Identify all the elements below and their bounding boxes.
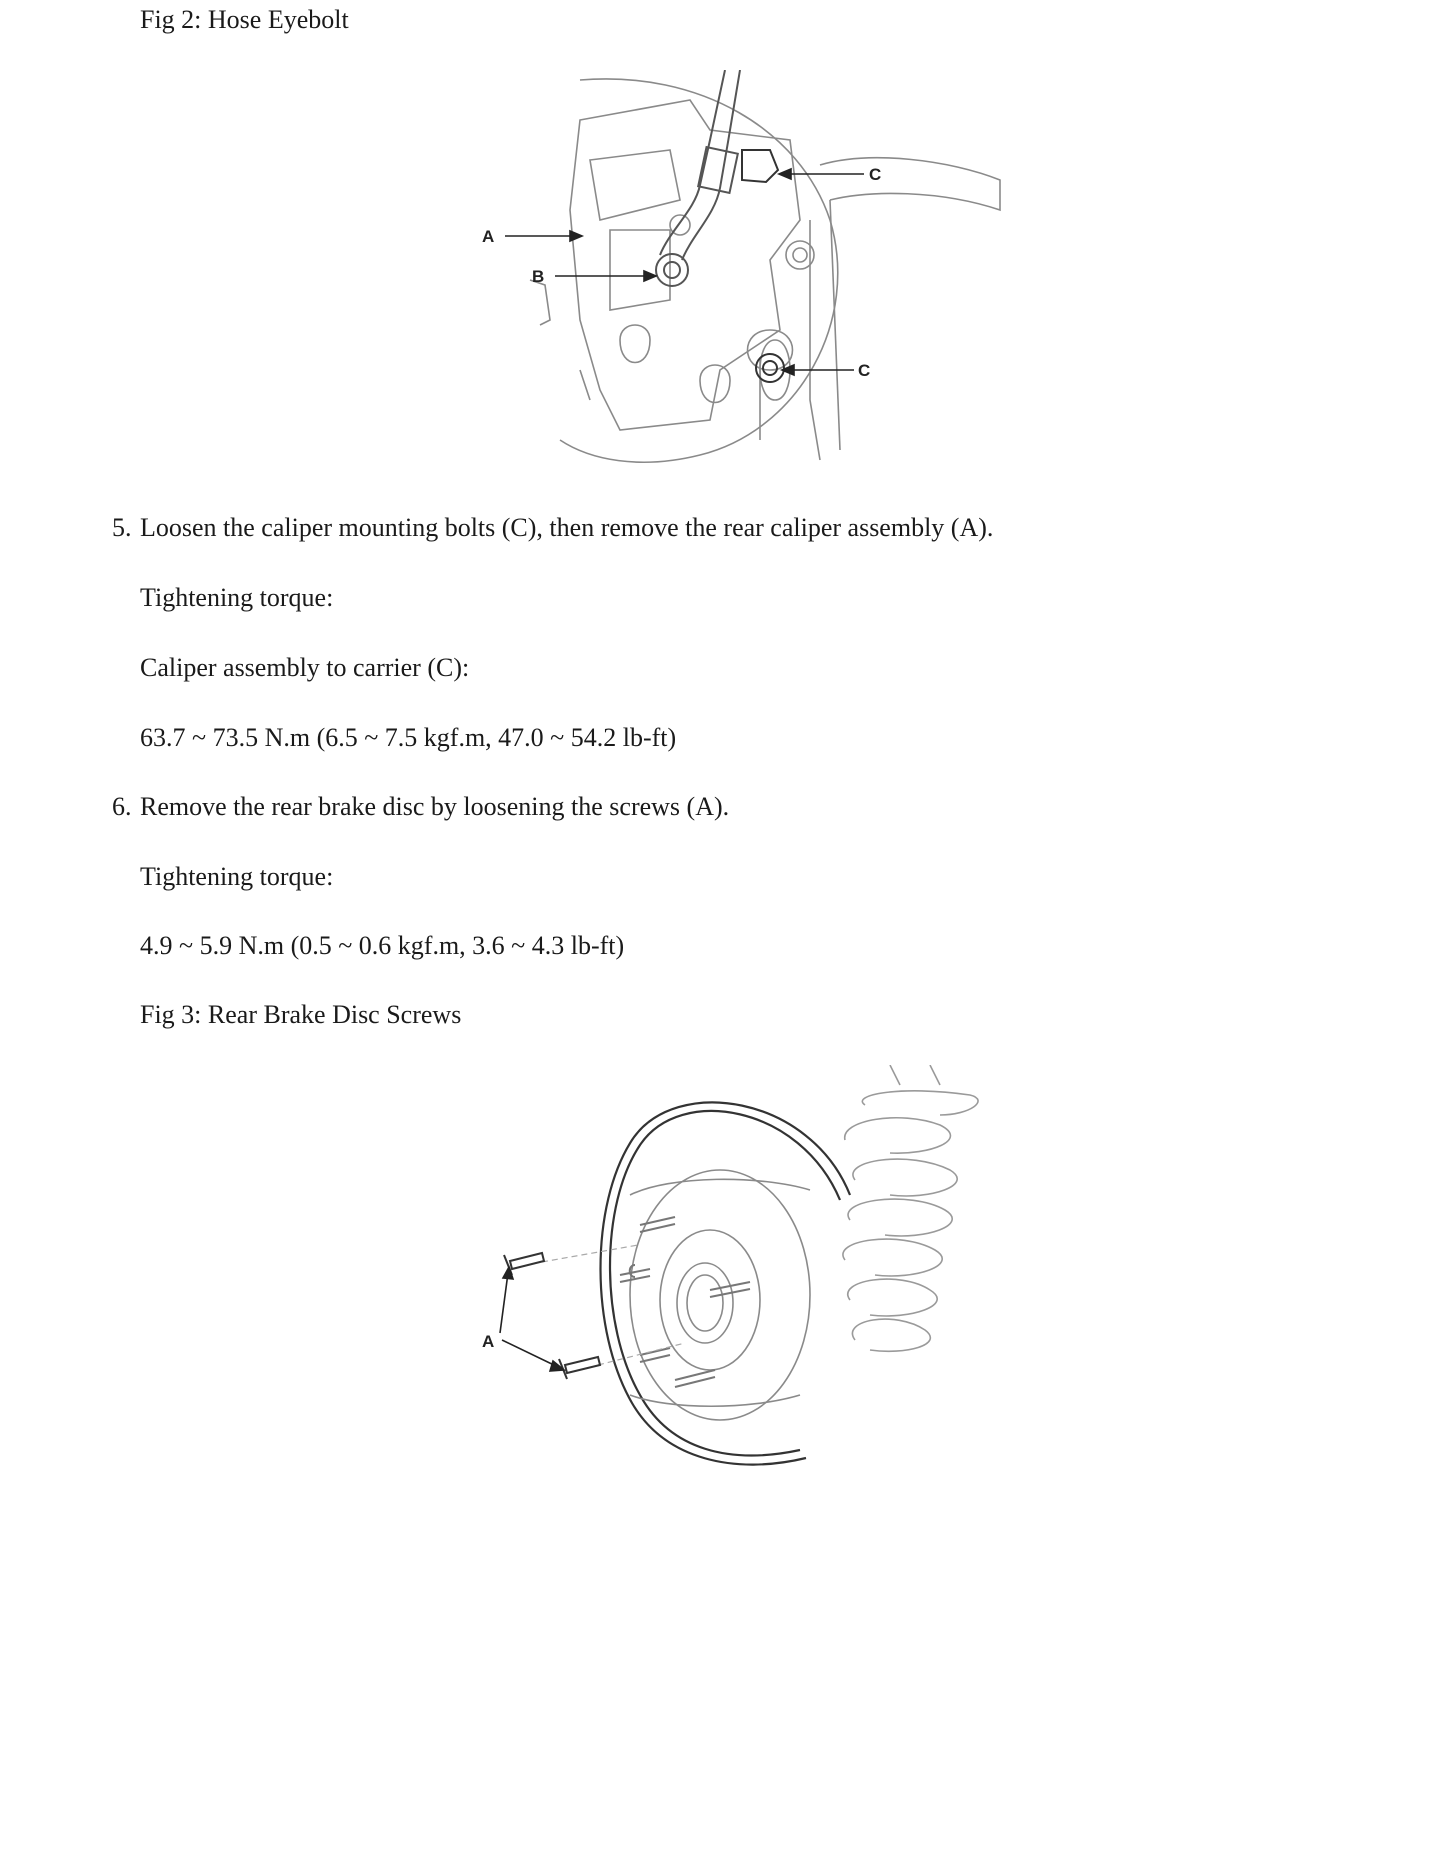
step6-torque-value: 4.9 ~ 5.9 N.m (0.5 ~ 0.6 kgf.m, 3.6 ~ 4.3 lb-ft) <box>140 931 625 960</box>
fig2-hose-eyebolt-illustration <box>470 70 1030 480</box>
fig2-label-c-bottom: C <box>858 361 871 380</box>
step5-torque-value: 63.7 ~ 73.5 N.m (6.5 ~ 7.5 kgf.m, 47.0 ~ 54.2 lb-ft) <box>140 723 677 752</box>
step5-text: Loosen the caliper mounting bolts (C), then remove the rear caliper assembly (A). <box>140 513 994 542</box>
step5-number: 5. <box>112 513 132 542</box>
fig3-label-a: A <box>482 1332 495 1351</box>
step5-torque-item: Caliper assembly to carrier (C): <box>140 653 470 682</box>
step6-text: Remove the rear brake disc by loosening the screws (A). <box>140 792 730 821</box>
fig3-caption: Fig 3: Rear Brake Disc Screws <box>140 1000 462 1029</box>
caliper-drawing <box>470 70 1030 480</box>
step6-number: 6. <box>112 792 132 821</box>
step6-torque-label: Tightening torque: <box>140 862 334 891</box>
fig2-label-c-top: C <box>869 165 882 184</box>
step5-torque-label: Tightening torque: <box>140 583 334 612</box>
brake-disc-drawing <box>470 1065 1030 1485</box>
fig3-rear-brake-disc-illustration <box>470 1065 1030 1485</box>
fig2-label-a: A <box>482 227 495 246</box>
fig2-caption: Fig 2: Hose Eyebolt <box>140 5 349 34</box>
fig2-label-b: B <box>532 267 545 286</box>
